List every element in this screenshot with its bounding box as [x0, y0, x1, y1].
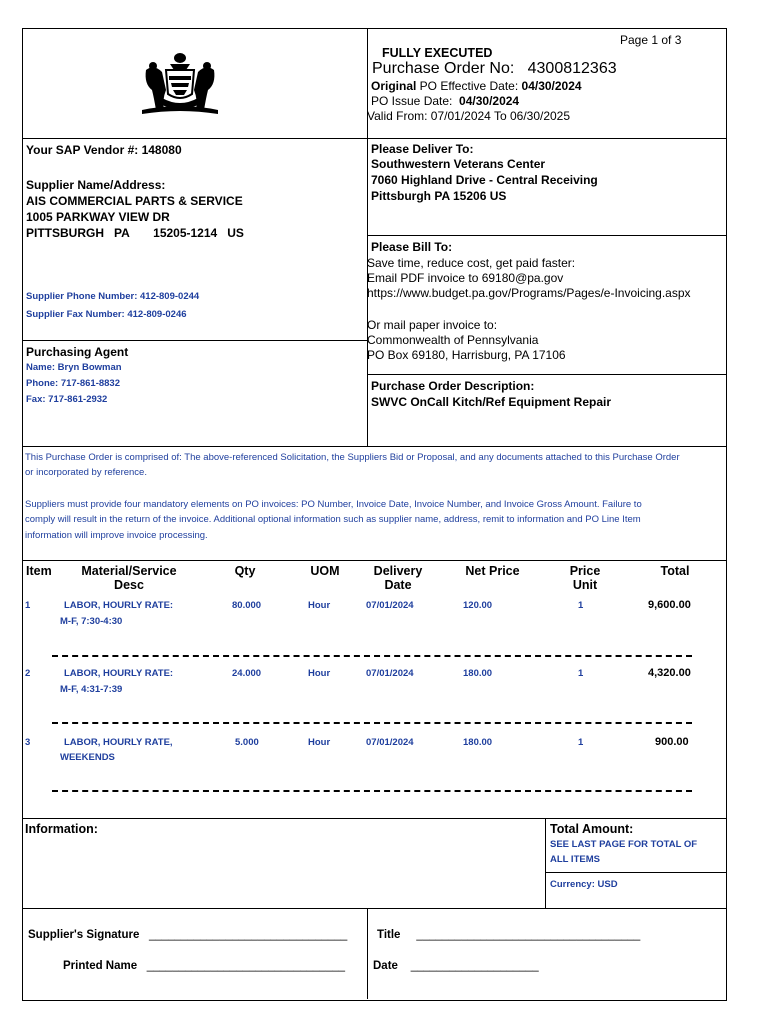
row-qty: 5.000 [235, 737, 259, 748]
row-item: 1 [25, 600, 31, 611]
row-delivery: 07/01/2024 [366, 668, 414, 679]
bill-line-3: https://www.budget.pa.gov/Programs/Pages/e-Invoicing.aspx [367, 286, 691, 300]
row-delivery: 07/01/2024 [366, 737, 414, 748]
date-line: ____________________ [410, 960, 539, 972]
header-price-unit [560, 564, 610, 592]
supplier-signature-label: Supplier's Signature [28, 929, 140, 941]
date-label: Date [373, 960, 398, 972]
row-net-price: 180.00 [463, 737, 493, 748]
header-price-unit-1: Price [569, 564, 601, 578]
rule-above-signature [22, 908, 727, 909]
pennsylvania-seal-logo [140, 50, 220, 116]
header-qty: Qty [234, 564, 256, 578]
row-total: 4,320.00 [648, 667, 691, 679]
information-label: Information: [25, 822, 98, 836]
supplier-country: US [227, 226, 244, 240]
row-price-unit: 1 [578, 600, 584, 611]
bill-line-5: Commonwealth of Pennsylvania [367, 333, 539, 347]
row-separator [52, 790, 692, 792]
date-row [373, 960, 539, 972]
row-net-price: 180.00 [463, 668, 493, 679]
effective-date: 04/30/2024 [521, 79, 582, 93]
row-desc-1: LABOR, HOURLY RATE: [64, 668, 174, 679]
row-total: 900.00 [655, 736, 689, 748]
rule-above-currency [545, 872, 727, 873]
notice-1-line-1: This Purchase Order is comprised of: The above-referenced Solicitation, the Suppliers Bid or Proposal, and any documents attached to this Purchase Order [25, 452, 680, 463]
row-separator [52, 655, 692, 657]
row-price-unit: 1 [578, 737, 584, 748]
row-item: 2 [25, 668, 31, 679]
rule-above-bill [367, 235, 727, 236]
row-item: 3 [25, 737, 31, 748]
title-label: Title [377, 929, 401, 941]
effective-prefix: Original [371, 79, 417, 93]
header-delivery-1: Delivery [373, 564, 423, 578]
bill-line-1: Save time, reduce cost, get paid faster: [367, 256, 576, 270]
supplier-heading: Supplier Name/Address: [26, 178, 166, 192]
supplier-address: 1005 PARKWAY VIEW DR [26, 210, 170, 224]
po-number-row [372, 60, 617, 78]
issue-date: 04/30/2024 [459, 94, 520, 108]
po-number-label: Purchase Order No: [372, 60, 515, 77]
supplier-signature-line: _______________________________ [148, 929, 348, 941]
rule-under-header [22, 138, 727, 139]
supplier-city-row [26, 226, 244, 240]
header-material [74, 564, 184, 592]
header-net-price: Net Price [465, 564, 520, 578]
description-heading: Purchase Order Description: [371, 379, 535, 393]
agent-name: Name: Bryn Bowman [26, 362, 122, 373]
row-total: 9,600.00 [648, 599, 691, 611]
agent-fax: Fax: 717-861-2932 [26, 394, 108, 405]
rule-above-info [22, 818, 727, 819]
signature-divider [367, 908, 368, 999]
header-uom: UOM [310, 564, 340, 578]
vendor-number: Your SAP Vendor #: 148080 [26, 143, 182, 157]
row-desc-2: M-F, 4:31-7:39 [60, 684, 123, 695]
row-net-price: 120.00 [463, 600, 493, 611]
valid-range: Valid From: 07/01/2024 To 06/30/2025 [367, 109, 571, 123]
supplier-state: PA [114, 226, 130, 240]
agent-heading: Purchasing Agent [26, 345, 129, 359]
description-value: SWVC OnCall Kitch/Ref Equipment Repair [371, 395, 612, 409]
row-price-unit: 1 [578, 668, 584, 679]
effective-date-row [371, 79, 582, 93]
deliver-line-1: Southwestern Veterans Center [371, 157, 546, 171]
row-desc-1: LABOR, HOURLY RATE: [64, 600, 174, 611]
row-desc-1: LABOR, HOURLY RATE, [64, 737, 173, 748]
header-price-unit-2: Unit [572, 578, 598, 592]
po-number: 4300812363 [527, 60, 617, 77]
header-total: Total [660, 564, 690, 578]
rule-above-table [22, 560, 727, 561]
deliver-line-3: Pittsburgh PA 15206 US [371, 189, 507, 203]
supplier-phone: Supplier Phone Number: 412-809-0244 [26, 291, 200, 302]
bill-line-2: Email PDF invoice to 69180@pa.gov [367, 271, 564, 285]
header-item: Item [26, 564, 52, 578]
printed-name-row [63, 960, 345, 972]
deliver-line-2: 7060 Highland Drive - Central Receiving [371, 173, 598, 187]
bill-line-6: PO Box 69180, Harrisburg, PA 17106 [367, 348, 566, 362]
row-desc-2: M-F, 7:30-4:30 [60, 616, 123, 627]
rule-above-description [367, 374, 727, 375]
page-number: Page 1 of 3 [620, 33, 682, 47]
row-separator [52, 722, 692, 724]
bill-line-4: Or mail paper invoice to: [367, 318, 498, 332]
bill-heading: Please Bill To: [371, 240, 453, 254]
notice-2-line-3: information will improve invoice processing. [25, 530, 208, 541]
header-material-2: Desc [114, 578, 144, 592]
issue-label: PO Issue Date: [371, 94, 456, 108]
rule-above-agent [22, 340, 368, 341]
deliver-heading: Please Deliver To: [371, 142, 474, 156]
supplier-name: AIS COMMERCIAL PARTS & SERVICE [26, 194, 243, 208]
total-amount-line-1: SEE LAST PAGE FOR TOTAL OF [550, 839, 698, 850]
supplier-fax: Supplier Fax Number: 412-809-0246 [26, 309, 187, 320]
notice-2-line-1: Suppliers must provide four mandatory elements on PO invoices: PO Number, Invoice Date, Invoice Number, and Invoice Gross Amount. Failure to [25, 499, 642, 510]
effective-label: PO Effective Date: [416, 79, 522, 93]
supplier-zip: 15205-1214 [153, 226, 218, 240]
header-delivery-2: Date [384, 578, 412, 592]
printed-name-label: Printed Name [63, 960, 138, 972]
notice-2-line-2: comply will result in the return of the invoice. Additional optional information such as supplier name, address, remit to information and PO Line Item [25, 514, 641, 525]
title-line: ___________________________________ [416, 929, 641, 941]
header-divider [367, 28, 368, 446]
title-row [377, 929, 640, 941]
issue-date-row [371, 94, 519, 108]
supplier-city: PITTSBURGH [26, 226, 104, 240]
rule-above-notice [22, 446, 727, 447]
notice-1-line-2: or incorporated by reference. [25, 467, 147, 478]
row-qty: 80.000 [232, 600, 262, 611]
row-delivery: 07/01/2024 [366, 600, 414, 611]
header-material-1: Material/Service [81, 564, 177, 578]
status-label: FULLY EXECUTED [382, 46, 493, 60]
currency: Currency: USD [550, 879, 618, 890]
row-qty: 24.000 [232, 668, 262, 679]
total-amount-heading: Total Amount: [550, 822, 634, 836]
row-uom: Hour [308, 668, 331, 679]
total-divider [545, 818, 546, 909]
row-uom: Hour [308, 600, 331, 611]
total-amount-line-2: ALL ITEMS [550, 854, 600, 865]
header-delivery [368, 564, 428, 592]
printed-name-line: _______________________________ [146, 960, 346, 972]
agent-phone: Phone: 717-861-8832 [26, 378, 120, 389]
row-uom: Hour [308, 737, 331, 748]
row-desc-2: WEEKENDS [60, 752, 115, 763]
supplier-signature-row [28, 929, 347, 941]
